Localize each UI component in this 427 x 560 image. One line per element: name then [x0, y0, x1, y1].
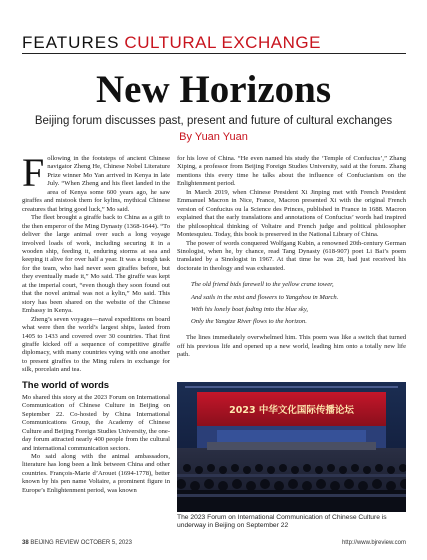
- poem-line: Only the Yangtze River flows to the horizon.: [191, 317, 307, 325]
- poem-quote: [191, 279, 406, 328]
- right-column: [177, 155, 406, 360]
- publication-name: BEIJING REVIEW OCTOBER 5, 2023: [30, 540, 132, 546]
- body-paragraph: In March 2019, when Chinese President Xi Jinping met with French President Emmanuel Macron in Nice, France, Macron presented Xi with the original French version of Confucius ou la Science des Princes, published in France in 1688. Macron explained that the early translations and annotations of Confucius’ words had inspired the philosophical thinking of Voltaire and French judge and political philosopher Montesquieu. Today, this book is preserved in the National Library of China.: [177, 188, 406, 239]
- section-header: [22, 27, 406, 51]
- banner-text: 2023 中华文化国际传播论坛: [229, 405, 354, 416]
- article-title: New Horizons: [95, 68, 332, 111]
- body-paragraph: Following in the footsteps of ancient Chinese navigator Zheng He, Chinese Nobel Literature Prize winner Mo Yan arrived in Kenya in late July. “When Zheng and his fleet landed in the area of Kenya some 600 years ago, he saw giraffes and mistook them for kylins, mythical Chinese creatures that bring good luck,” Mo said.: [22, 150, 170, 213]
- body-paragraph: The power of words conquered Wolfgang Kubin, a renowned 20th-century German Sinologist, when he, by chance, read Tang Dynasty (618-907) poet Li Bai’s poem translated by a Sinologist in 1967. At that time he was 28, had just received his doctorate in theology and was exhausted.: [177, 239, 406, 272]
- footer-left: [22, 540, 132, 546]
- poem-line: With his lonely boat fading into the blue sky,: [191, 305, 309, 313]
- body-paragraph: The fleet brought a giraffe back to China as a gift to the then emperor of the Ming Dynasty (1368-1644). “To deliver the large animal over such a long voyage involved loads of work, including securing it in a wooden ship, feeding it, enduring storms at sea and keeping it alive for over half a year. It was a tough task for the team, who had never seen giraffes before, but they eventually made it,” Mo said. The giraffe was kept at the imperial court, “even though they soon found out that the novel animal was not a kylin,” Mo said. This story has been shared on the website of the Chinese Embassy in Kenya.: [22, 214, 170, 315]
- poem-line: The old friend bids farewell to the yellow crane tower,: [191, 281, 334, 289]
- photo-caption: The 2023 Forum on International Communication of Chinese Culture is underway in Beijing on September 22: [177, 514, 387, 530]
- body-paragraph: Mo shared this story at the 2023 Forum on International Communication of Chinese Culture in Beijing on September 22. Co-hosted by China International Communications Group, the Academy of Chinese Culture and Beijing Foreign Studies University, the one-day forum attracted nearly 400 people from the cultural and international communication sectors.: [22, 393, 170, 452]
- header-divider: [22, 53, 406, 54]
- drop-cap: F: [22, 150, 45, 195]
- website-link[interactable]: http://www.bjreview.com: [341, 540, 406, 546]
- subsection-label: CULTURAL EXCHANGE: [124, 33, 321, 52]
- article-subtitle: Beijing forum discusses past, present and future of cultural exchanges: [34, 115, 393, 127]
- page-footer: [22, 538, 406, 548]
- body-paragraph: Mo said along with the animal ambassadors, literature has long been a link between China and other countries. François-Marie d’Arouet (1694-1778), better known by his pen name Voltaire, a prominent figure in Europe’s Enlightenment period, was known: [22, 452, 170, 494]
- section-label: FEATURES: [22, 33, 120, 52]
- forum-photo: [177, 382, 406, 512]
- body-paragraph: The lines immediately overwhelmed him. This poem was like a switch that turned off his previous life and opened up a new world, leading him onto a totally new life path.: [177, 334, 406, 359]
- section-subhead: The world of words: [22, 379, 110, 391]
- left-column: [22, 150, 170, 495]
- page-number: 38: [22, 540, 29, 546]
- body-paragraph: for his love of China. “He even named his study the ‘Temple of Confucius’,” Zhang Xiping, a professor from Beijing Foreign Studies University, said at the forum. Zhang mentions this every time he talks about the influence of Confucianism on the Enlightenment period.: [177, 155, 406, 188]
- poem-line: And sails in the mist and flowers to Yangzhou in March.: [191, 293, 339, 301]
- body-paragraph: Zheng’s seven voyages—naval expeditions on board what were then the world’s largest ships, lasted from 1405 to 1433 and covered over 30 countries. That first giraffe kicked off a sequence of competitive giraffe diplomacy, with many countries vying with one another to present giraffes to the Ming rulers in exchange for silk, porcelain and tea.: [22, 315, 170, 374]
- article-byline: By Yuan Yuan: [179, 131, 248, 143]
